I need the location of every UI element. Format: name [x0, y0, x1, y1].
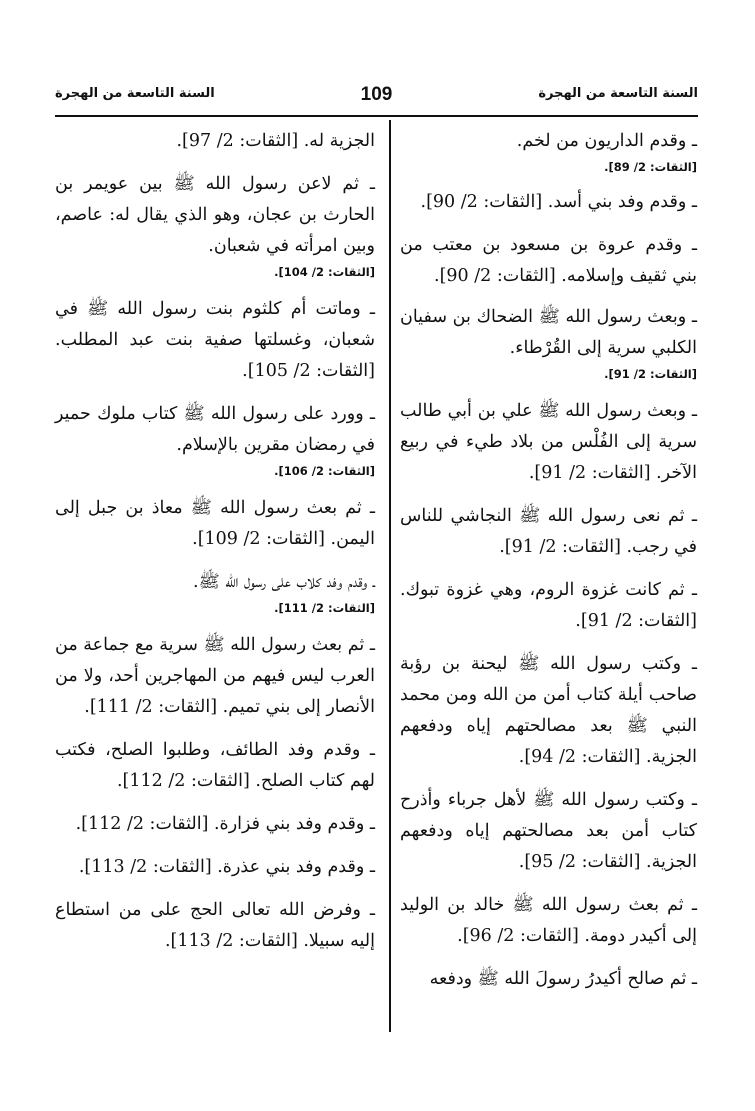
entry-text: ـ ثم بعث رسول الله ﷺ سرية مع جماعة من العرب ليس فيهم من المهاجرين أحد، ولا من الأنصار إلى بني تميم. [الثقات: 2/ 111].: [55, 635, 375, 717]
entry: [55, 294, 375, 387]
entry-text: ـ وبعث رسول الله ﷺ علي بن أبي طالب سرية إلى الفُلْس من بلاد طيء في ربيع الآخر. [الثقات: 2/ 91].: [400, 401, 697, 483]
entry: [400, 126, 697, 177]
entry: [55, 493, 375, 555]
entry: [400, 785, 697, 878]
entry: [55, 399, 375, 481]
entry: [55, 169, 375, 282]
entry-text: ـ وقدم وفد بني عذرة. [الثقات: 2/ 113].: [78, 857, 375, 877]
entry: [55, 895, 375, 957]
entry-text: ـ وقدم الداريون من لخم.: [516, 131, 697, 151]
entry: [400, 187, 697, 218]
entry: [400, 575, 697, 637]
column-divider: [389, 120, 391, 1032]
entry-text: ـ ثم لاعن رسول الله ﷺ بين عويمر بن الحارث بن عجان، وهو الذي يقال له: عاصم، وبين امرأته في شعبان.: [55, 174, 375, 256]
header-rule: [55, 115, 698, 117]
entry: [400, 890, 697, 952]
entry-text: ـ ثم كانت غزوة الروم، وهي غزوة تبوك. [الثقات: 2/ 91].: [400, 580, 697, 631]
entry: [400, 396, 697, 489]
entry: [400, 230, 697, 292]
entry: [55, 852, 375, 883]
right-column: [400, 126, 697, 1007]
entry-reference: [الثقات: 2/ 106].: [274, 464, 375, 478]
entry-reference: [الثقات: 2/ 89].: [604, 160, 697, 174]
running-title-left: السنة التاسعة من الهجرة: [55, 86, 215, 101]
entry-text: ـ ثم بعث رسول الله ﷺ خالد بن الوليد إلى أكيدر دومة. [الثقات: 2/ 96].: [400, 895, 697, 946]
entry-text: ـ وماتت أم كلثوم بنت رسول الله ﷺ في شعبان، وغسلتها صفية بنت عبد المطلب. [الثقات: 2/ 105].: [55, 299, 375, 381]
entry-text: ـ ثم بعث رسول الله ﷺ معاذ بن جبل إلى اليمن. [الثقات: 2/ 109].: [55, 498, 375, 549]
entry-text: ـ ثم نعى رسول الله ﷺ النجاشي للناس في رجب. [الثقات: 2/ 91].: [400, 506, 697, 557]
entry: [55, 809, 375, 840]
entry-text: ـ وبعث رسول الله ﷺ الضحاك بن سفيان الكلبي سرية إلى القُرْطاء.: [400, 307, 697, 358]
entry: [400, 501, 697, 563]
entry-text: الجزية له. [الثقات: 2/ 97].: [176, 131, 375, 151]
entry-text: ـ وورد على رسول الله ﷺ كتاب ملوك حمير في رمضان مقرين بالإسلام.: [55, 404, 375, 455]
entry-reference: [الثقات: 2/ 111].: [274, 601, 375, 615]
entry: [55, 735, 375, 797]
entry-text: ـ وقدم وفد بني أسد. [الثقات: 2/ 90].: [420, 192, 697, 212]
entry-text: ـ ثم صالح أكيدرُ رسولَ الله ﷺ ودفعه: [429, 969, 697, 989]
entry-text: ـ وقدم وفد الطائف، وطلبوا الصلح، فكتب لهم كتاب الصلح. [الثقات: 2/ 112].: [55, 740, 375, 791]
left-column: [55, 126, 375, 969]
entry-text: ـ وفرض الله تعالى الحج على من استطاع إليه سبيلا. [الثقات: 2/ 113].: [55, 900, 375, 951]
entry: [55, 630, 375, 723]
entry: [400, 964, 697, 995]
entry-reference: [الثقات: 2/ 104].: [274, 265, 375, 279]
page-number: 109: [360, 84, 393, 105]
entry: [55, 126, 375, 157]
entry-text: ـ وقدم وفد كلاب على رسول الله ﷺ.: [193, 572, 375, 592]
entry-text: ـ وكتب رسول الله ﷺ لأهل جرباء وأذرح كتاب أمن بعد مصالحتهم إياه ودفعهم الجزية. [الثقات: 2/ 95].: [400, 790, 697, 872]
entry-reference: [الثقات: 2/ 91].: [604, 367, 697, 381]
entry-text: ـ وكتب رسول الله ﷺ ليحنة بن رؤبة صاحب أيلة كتاب أمن من الله ومن محمد النبي ﷺ بعد مصالحتهم إياه ودفعهم الجزية. [الثقات: 2/ 94].: [400, 654, 697, 767]
entry: [55, 567, 375, 618]
entry-text: ـ وقدم عروة بن مسعود بن معتب من بني ثقيف وإسلامه. [الثقات: 2/ 90].: [400, 235, 697, 286]
entry: [400, 302, 697, 384]
page-header: [55, 84, 698, 114]
entry-text: ـ وقدم وفد بني فزارة. [الثقات: 2/ 112].: [75, 814, 375, 834]
entry: [400, 649, 697, 773]
running-title-right: السنة التاسعة من الهجرة: [538, 86, 698, 101]
